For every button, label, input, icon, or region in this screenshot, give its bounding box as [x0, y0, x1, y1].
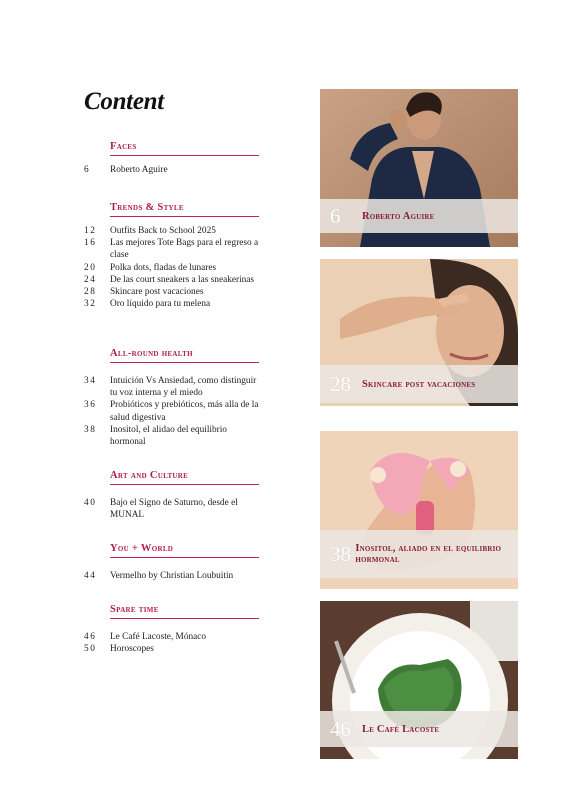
- page-number: 40: [84, 498, 97, 508]
- entry-title: Roberto Aguire: [110, 165, 168, 175]
- entry-title: De las court sneakers a las sneakerinas: [110, 274, 255, 285]
- toc-entry[interactable]: [84, 274, 259, 286]
- page-number: 44: [84, 571, 97, 581]
- feature-caption-band: [320, 199, 518, 233]
- feature-caption: Le Café Lacoste: [362, 723, 440, 735]
- feature-card-inositol[interactable]: [320, 431, 518, 589]
- section-heading: Spare time: [110, 604, 259, 619]
- page-number: 36: [84, 400, 97, 411]
- toc-entry[interactable]: [84, 298, 259, 310]
- page-number: 12: [84, 226, 97, 236]
- page-number: 6: [84, 165, 91, 175]
- toc-entry[interactable]: [84, 643, 259, 655]
- entry-title: Le Café Lacoste, Mónaco: [110, 632, 207, 642]
- entry-title: Polka dots, fladas de lunares: [110, 262, 217, 273]
- entry-title: Horoscopes: [110, 644, 154, 655]
- feature-page-number: 28: [330, 371, 351, 396]
- feature-caption: Roberto Aguire: [362, 210, 435, 222]
- page-number: 16: [84, 238, 97, 249]
- entry-title: Bajo el Signo de Saturno, desde el MUNAL: [110, 498, 238, 521]
- entry-title: Probióticos y prebióticos, más alla de la salud digestiva: [110, 400, 259, 423]
- feature-caption: Skincare post vacaciones: [362, 378, 476, 390]
- entry-title: Skincare post vacaciones: [110, 287, 204, 298]
- toc-entry[interactable]: [84, 570, 259, 582]
- toc-entry[interactable]: [84, 262, 259, 274]
- toc-entry[interactable]: [84, 497, 259, 521]
- section-heading: You + World: [110, 543, 259, 558]
- section-heading: Art and Culture: [110, 470, 259, 485]
- entry-title: Intuición Vs Ansiedad, como distinguir tu voz interna y el miedo: [110, 376, 257, 399]
- page-title: Content: [84, 88, 164, 115]
- section-faces: [84, 141, 259, 176]
- feature-caption-band: [320, 530, 518, 578]
- section-all-round-health: [84, 348, 259, 448]
- feature-caption-band: [320, 365, 518, 403]
- toc-entry[interactable]: [84, 631, 259, 643]
- section-trends-style: [84, 202, 259, 310]
- feature-caption-band: [320, 711, 518, 747]
- page-number: 46: [84, 632, 97, 642]
- toc-entry[interactable]: [84, 375, 259, 399]
- feature-card-roberto-aguire[interactable]: [320, 89, 518, 247]
- entry-title: Inositol, el alidao del equilibrio hormonal: [110, 424, 227, 448]
- entry-title: Oro líquido para tu melena: [110, 299, 211, 310]
- page-number: 20: [84, 262, 97, 273]
- page-number: 32: [84, 299, 97, 310]
- entry-title: Las mejores Tote Bags para el regreso a clase: [110, 238, 259, 261]
- feature-page-number: 38: [330, 541, 351, 566]
- entry-title: Outfits Back to School 2025: [110, 226, 216, 236]
- page-number: 38: [84, 424, 97, 435]
- section-heading: All-round health: [110, 348, 259, 363]
- page-number: 24: [84, 274, 97, 285]
- page-number: 34: [84, 376, 97, 386]
- feature-caption: Inositol, aliado en el equilibrio hormonal: [355, 543, 502, 565]
- page-number: 50: [84, 644, 97, 655]
- toc-entry[interactable]: [84, 237, 259, 261]
- section-heading: Faces: [110, 141, 259, 156]
- feature-card-le-cafe-lacoste[interactable]: [320, 601, 518, 759]
- section-you-world: [84, 543, 259, 582]
- feature-page-number: 46: [330, 716, 351, 741]
- toc-entry[interactable]: [84, 164, 259, 176]
- toc-entry[interactable]: [84, 225, 259, 237]
- toc-entry[interactable]: [84, 399, 259, 423]
- section-art-culture: [84, 470, 259, 521]
- feature-page-number: 6: [330, 203, 341, 228]
- section-heading: Trends & Style: [110, 202, 259, 217]
- feature-card-skincare[interactable]: [320, 259, 518, 406]
- page-number: 28: [84, 287, 97, 298]
- entry-title: Vermelho by Christian Loubuitin: [110, 571, 234, 581]
- toc-entry[interactable]: [84, 424, 259, 448]
- toc-entry[interactable]: [84, 286, 259, 298]
- section-spare-time: [84, 604, 259, 655]
